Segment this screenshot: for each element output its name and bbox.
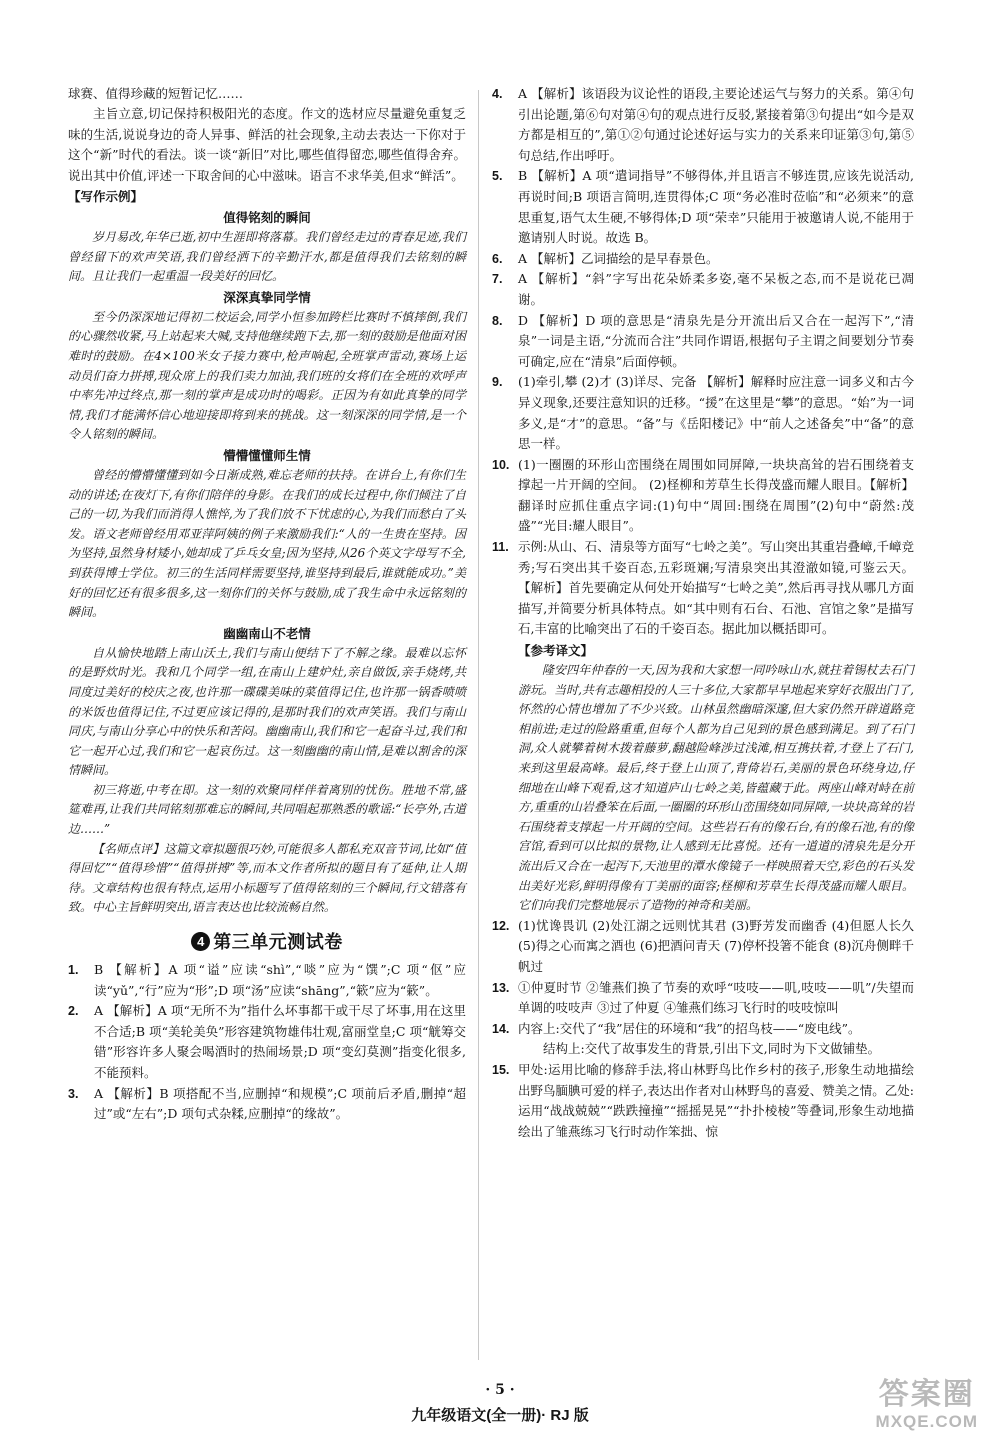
right-column: [492, 84, 914, 1142]
answer-item: [492, 249, 914, 270]
teacher-comment: 【名师点评】这篇文章拟题很巧妙,可能很多人都私充双音节词,比如“值得回忆”“值得珍惜”“值得拼搏”等,而本文作者所拟的题目有了延伸,让人期待。文章结构也很有特点,运用小标题写了值得铭刻的三个瞬间,行文错落有致。中心主旨鲜明突出,语言表达也比较流畅自然。: [68, 841, 466, 915]
reference-translation: 隆安四年仲春的一天,因为我和大家想一同吟咏山水,就拄着锡杖去石门游玩。当时,共有志趣相投的人三十多位,大家都早早地起来穿好衣服出门了,怀然的心情也增加了不少兴致。山林虽然幽暗深邃,但大家仍然开辟道路竞相前进;走过的险路重重,但每个人都为自己见到的景色感到满足。到了石门洞,众人就攀着树木拨着藤萝,翻越险峰涉过浅滩,相互携扶着,才登上了石门,来到这里最高峰。最后,终于登上山顶了,背倚岩石,美丽的景色环绕身边,仔细地在山峰下观看,这才知道庐山七岭之美,皆蕴藏于此。两座山峰对峙在前方,重重的山岩叠笨在后面,一圈圈的环形山峦围绕如同屏障,一块块高耸的岩石围绕着支撑起一片开阔的空间。这些岩石有的像石台,有的像石池,有的像宫馆,看到可以比拟的景物,让人感到无比喜悦。还有一道道的清泉先是分开流出后又合在一起泻下,天池里的潭水像镜子一样映照着天空,彩色的石头发出美好光彩,鲜明得像有丁美丽的面容;柽柳和芳草生长得茂盛而耀人眼目。它们向我们完整地展示了造物的神奇和美丽。: [518, 663, 914, 913]
column-divider: [478, 90, 479, 1360]
watermark-logo: [876, 1378, 978, 1432]
item-text: 示例:从山、石、清泉等方面写“七岭之美”。写山突出其重岩叠嶂,千嶂竞秀;写石突出其千姿百态,五彩斑斓;写清泉突出其澄澈如镜,可鉴云天。【解析】首先要确定从何处开始描写“七岭之美”,然后再寻找从哪几方面描写,并简要分析具体特点。如“其中则有石台、石池、宫馆之象”是描写石,丰富的比喻突出了石的千姿百态。据此加以概括即可。: [518, 539, 914, 637]
item-text: (1)牵引,攀 (2)才 (3)详尽、完备 【解析】解释时应注意一词多义和古今异义现象,还要注意知识的迁移。“援”在这里是“攀”的意思。“始”为一词多义,是“才”的意思。“备”与《岳阳楼记》中“前人之述备矣”中“备”的意思一样。: [518, 374, 914, 452]
item-text: B 【解析】A 项“谥”应读“shì”,“啖”应为“馔”;C 项“伛”应读“yǔ”,“行”应为“形”;D 项“汤”应读“shāng”,“簌”应为“簌”。: [94, 962, 466, 998]
item-text: (1)忧谗畏讥 (2)处江湖之远则忧其君 (3)野芳发而幽香 (4)但愿人长久 (5)得之心而寓之酒也 (6)把酒问青天 (7)停杯投箸不能食 (8)沉舟侧畔千帆过: [518, 917, 914, 974]
essay-paragraph: 曾经的懵懵懂懂到如今日渐成熟,难忘老师的扶持。在讲台上,有你们生动的讲述;在夜灯下,有你们陪伴的身影。在我们的成长过程中,你们倾注了自己的一切,为我们而消得人憔悴,为了我们放不下忧虑的心,为我们而愁白了头发。语文老师曾经用邓亚萍阿姨的例子来激励我们:“人的一生贵在坚持。因为坚持,虽然身材矮小,她却成了乒乓女皇;因为坚持,从26个英文字母写不全,到获得博士学位。初三的生活同样需要坚持,谁坚持到最后,谁就能成功。”美好的回忆还有很多很多,这一刻你们的关怀与鼓励,成了我生命中永远铭刻的瞬间。: [68, 467, 466, 620]
item-number: 5.: [492, 169, 503, 184]
essay-closing: 初三将逝,中考在即。这一刻的欢聚同样伴着离别的忧伤。胜地不常,盛筵难再,让我们共同铭刻那难忘的瞬间,共同唱起那熟悉的歌谣:“长亭外,古道边……”: [68, 782, 466, 837]
item-number: 13.: [492, 980, 510, 995]
answer-item: [492, 1019, 914, 1040]
item-text: A 【解析】该语段为议论性的语段,主要论述运气与努力的关系。第④句引出论题,第⑥句对第④句的观点进行反驳,紧接着第③句提出“如今是双方都是相互的”,第①②句通过论述好运与实力的关系来印证第③句,第⑤句总结,作出呼吁。: [518, 86, 914, 163]
answer-item: [492, 537, 914, 640]
book-title: 九年级语文(全一册)· RJ 版: [411, 1407, 589, 1424]
answer-item: [68, 1001, 466, 1083]
example-label: 【写作示例】: [68, 189, 144, 205]
watermark-url: MXQE.COM: [875, 1412, 978, 1431]
item-number: 2.: [68, 1004, 79, 1019]
item-number: 9.: [492, 375, 503, 390]
item-text: D 【解析】D 项的意思是“清泉先是分开流出后又合在一起泻下”,“清泉”一词是主语,“分流而合注”共同作谓语,根据句子主谓之间要划分节奏可确定,应在“清泉”后面停顿。: [518, 312, 914, 369]
item-number: 7.: [492, 272, 503, 287]
page-number: · 5 ·: [485, 1382, 515, 1398]
essay-title: 值得铭刻的瞬间: [223, 210, 311, 226]
item-number: 1.: [68, 963, 79, 978]
answer-item: [492, 372, 914, 454]
essay-paragraph: 岁月易改,年华已逝,初中生涯即将落幕。我们曾经走过的青春足迹,我们曾经留下的欢声笑语,我们曾经洒下的辛勤汗水,都是值得我们去铭刻的瞬间。且让我们一起重温一段美好的回忆。: [68, 230, 466, 284]
essay-subtitle: 幽幽南山不老情: [223, 625, 311, 641]
item-text: A 【解析】乙词描绘的是早春景色。: [518, 250, 719, 266]
essay-paragraph: 自从愉快地踏上南山沃土,我们与南山便结下了不解之缘。最难以忘怀的是野炊时光。我和几个同学一组,在南山上建炉灶,亲自做饭,亲手烧烤,共同度过美好的校庆之夜,也许那一碟碟美味的菜值得记住,也许那一锅香喷喷的米饭也值得记住,不过更应该记得的,是那时我们的欢声笑语。我们与南山同庆,与南山分享心中的快乐和苦闷。幽幽南山,我们和它一起奋斗过,我们和它一起开心过,我们和它一起哀伤过。这一刻幽幽的南山情,是难以割舍的深情瞬间。: [68, 645, 466, 778]
answer-item: [68, 960, 466, 1001]
item-number: 14.: [492, 1021, 510, 1036]
item-text: 内容上:交代了“我”居住的环境和“我”的招鸟枝——“废电线”。: [518, 1020, 861, 1036]
essay-paragraph: 至今仍深深地记得初二校运会,同学小恒参加跨栏比赛时不慎摔倒,我们的心骤然收紧,马上站起来大喊,支持他继续跑下去,那一刻的鼓励是他面对困难时的鼓励。在4×100米女子接力赛中,枪声响起,全班掌声雷动,赛场上运动员们奋力拼搏,现众席上的我们卖力加油,我们班的女将们在全班的欢呼声中率先冲过终点,那一刻的掌声是成功时的喝彩。正因为有如此真挚的同学情,我们才能满怀信心地迎接即将到来的挑战。这一刻深深的同学情,是一个令人铭刻的瞬间。: [68, 309, 466, 442]
item-text: B 【解析】A 项“遣词指导”不够得体,并且语言不够连贯,应该先说活动,再说时间;B 项语言简明,连贯得体;C 项“务必准时莅临”和“必须来”的意思重复,语气太生硬,不够得体;D 项“荣幸”只能用于被邀请人说,不能用于邀请别人时说。故选 B。: [518, 168, 914, 246]
item-continuation: 结构上:交代了故事发生的背景,引出下文,同时为下文做铺垫。: [543, 1041, 881, 1057]
item-number: 10.: [492, 457, 510, 472]
answer-item: [492, 311, 914, 373]
watermark-text: 答案圈: [878, 1378, 975, 1411]
answer-item: [492, 916, 914, 978]
essay-subtitle: 深深真挚同学情: [223, 289, 311, 305]
answer-item: [492, 455, 914, 537]
answer-item: [68, 1084, 466, 1125]
item-text: (1)一圈圈的环形山峦围绕在周围如同屏障,一块块高耸的岩石围绕着支撑起一片开阔的空间。 (2)柽柳和芳草生长得茂盛而耀人眼目。【解析】翻译时应抓住重点字词:(1)句中“周回:围绕在周围”(2)句中“蔚然:茂盛”“光目:耀人眼目”。: [518, 456, 914, 534]
item-text: A 【解析】B 项搭配不当,应删掉“和规模”;C 项前后矛盾,删掉“超过”或“左右”;D 项句式杂糅,应删掉“的缘故”。: [94, 1085, 466, 1122]
item-number: 11.: [492, 540, 509, 555]
section-heading: [68, 928, 466, 954]
answer-item: [492, 84, 914, 166]
writing-guide: 主旨立意,切记保持积极阳光的态度。作文的选材应尽量避免重复乏味的生活,说说身边的奇人异事、鲜活的社会现象,主动去表达一下你对于这个“新”时代的看法。谈一谈“新旧”对比,哪些值得留恋,哪些值得舍弃。说出其中价值,评述一下取舍间的心中滋味。语言不求华美,但求“鲜活”。: [68, 106, 466, 183]
item-number: 6.: [492, 251, 503, 266]
answer-item: [492, 978, 914, 1019]
section-title: 第三单元测试卷: [213, 932, 343, 954]
item-text: ①仲夏时节 ②雏燕们换了节奏的欢呼“吱吱——叽,吱吱——叽”/失望而单调的吱吱声 ③过了仲夏 ④雏燕们练习飞行时的吱吱惊叫: [518, 979, 914, 1016]
item-number: 12.: [492, 918, 510, 933]
answer-item: [492, 269, 914, 310]
item-text: 甲处:运用比喻的修辞手法,将山林野鸟比作乡村的孩子,形象生动地描绘出野鸟腼腆可爱的样子,表达出作者对山林野鸟的喜爱、赞美之情。乙处:运用“战战兢兢”“跌跌撞撞”“摇摇晃晃”“扑扑棱棱”等叠词,形象生动地描绘出了雏燕练习飞行时动作笨拙、惊: [518, 1061, 914, 1139]
answer-item: [492, 1060, 914, 1142]
answer-item: [492, 166, 914, 248]
item-number: 3.: [68, 1086, 79, 1101]
item-number: 4.: [492, 87, 503, 101]
intro-end: 球赛、值得珍藏的短暂记忆……: [68, 86, 244, 101]
essay-subtitle: 懵懵懂懂师生情: [223, 447, 311, 463]
reference-translation-label: 【参考译文】: [518, 643, 594, 659]
item-text: A 【解析】A 项“无所不为”指什么坏事都干或干尽了坏事,用在这里不合适;B 项“美轮美奂”形容建筑物雄伟壮观,富丽堂皇;C 项“觥筹交错”形容许多人聚会喝酒时的热闹场景;D 项“变幻莫测”指变化很多,不能预料。: [94, 1003, 466, 1080]
item-number: 15.: [492, 1062, 510, 1077]
left-column: [68, 84, 466, 1125]
item-text: A 【解析】“斜”字写出花朵娇柔多姿,毫不呆板之态,而不是说花已凋谢。: [518, 271, 914, 307]
item-number: 8.: [492, 313, 503, 328]
section-number-badge: 4: [191, 932, 210, 951]
